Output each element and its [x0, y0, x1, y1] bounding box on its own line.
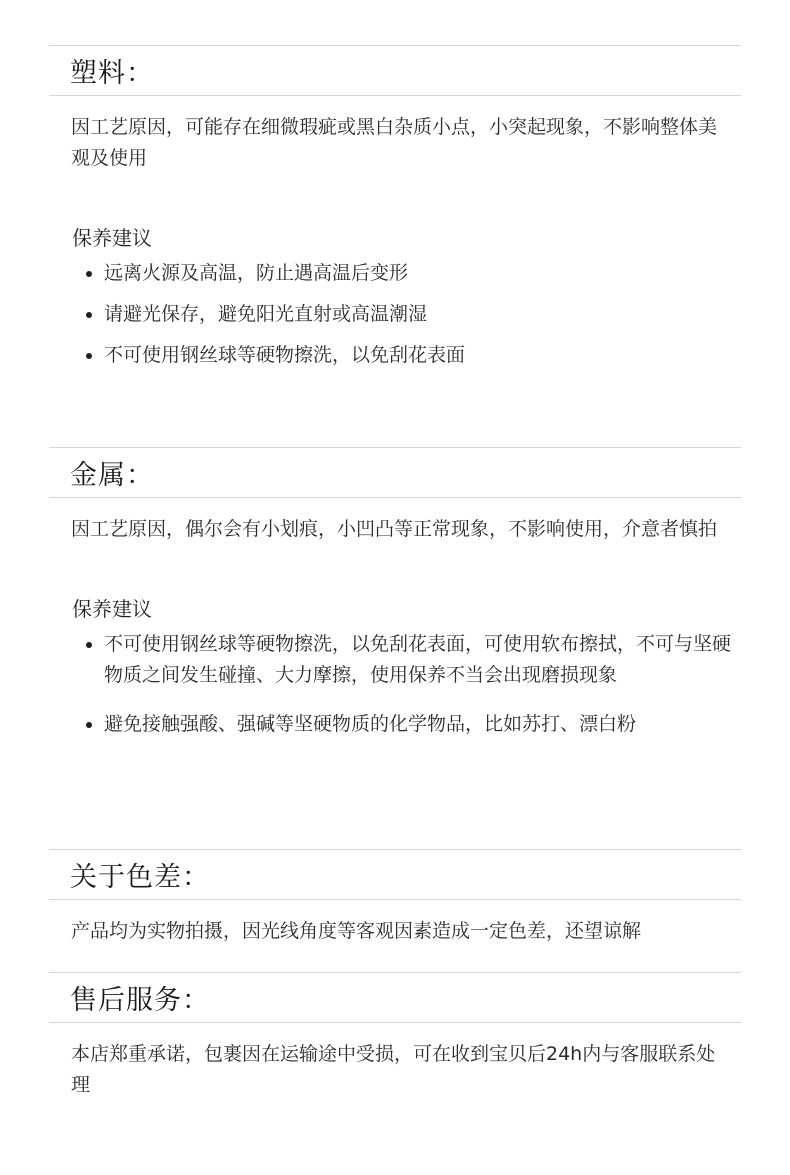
section-plastic — [49, 45, 741, 381]
section-description: 本店郑重承诺，包裹因在运输途中受损，可在收到宝贝后24h内与客服联系处理 — [71, 1043, 716, 1096]
care-title: 保养建议 — [72, 597, 152, 621]
care-item: • 不可使用钢丝球等硬物擦洗，以免刮花表面，可使用软布擦拭，不可与坚硬物质之间发生碰撞、大力摩擦，使用保养不当会出现磨损现象 — [104, 629, 731, 691]
section-title: 塑料： — [70, 58, 154, 89]
section-header — [49, 45, 741, 96]
care-list — [49, 258, 741, 371]
section-description: 产品均为实物拍摄，因光线角度等客观因素造成一定色差，还望谅解 — [71, 920, 642, 942]
care-item: • 远离火源及高温，防止遇高温后变形 — [104, 258, 731, 289]
section-title: 关于色差： — [70, 862, 210, 893]
section-title: 金属： — [70, 460, 154, 491]
section-header — [49, 447, 741, 498]
section-header — [49, 972, 741, 1023]
section-color-difference — [49, 849, 741, 947]
care-item: • 避免接触强酸、强碱等坚硬物质的化学物品，比如苏打、漂白粉 — [104, 709, 731, 740]
care-item: • 请避光保存，避免阳光直射或高温潮湿 — [104, 299, 731, 330]
section-after-sales — [49, 972, 741, 1101]
care-list — [49, 629, 741, 740]
section-metal — [49, 447, 741, 750]
care-title: 保养建议 — [72, 226, 152, 250]
section-title: 售后服务： — [70, 985, 210, 1016]
care-item: • 不可使用钢丝球等硬物擦洗，以免刮花表面 — [104, 340, 731, 371]
section-header — [49, 849, 741, 900]
section-description: 因工艺原因，可能存在细微瑕疵或黑白杂质小点，小突起现象，不影响整体美观及使用 — [71, 116, 718, 169]
section-description: 因工艺原因，偶尔会有小划痕，小凹凸等正常现象，不影响使用，介意者慎拍 — [71, 518, 718, 540]
